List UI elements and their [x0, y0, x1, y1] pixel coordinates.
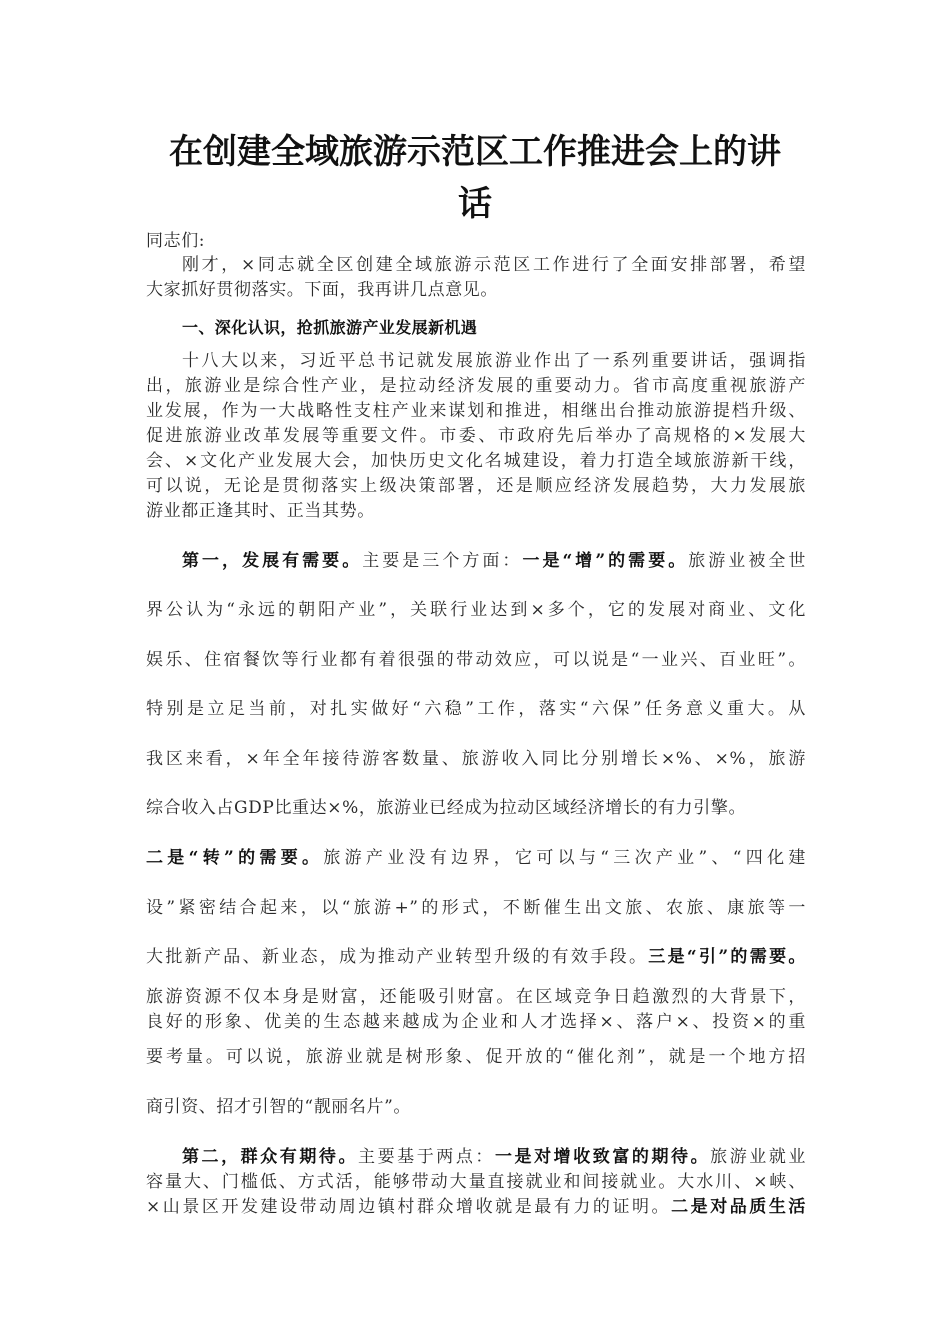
second-last-text: ×山景区开发建设带动周边镇村群众增收就是最有力的证明。 [146, 1197, 672, 1217]
first-point1-bold: 一是“增”的需要。 [522, 551, 689, 571]
second-line-1 [182, 1145, 806, 1169]
section1-heading: 一、深化认识，抢抓旅游产业发展新机遇 [182, 318, 478, 337]
second-lead-bold: 第二，群众有期待。 [182, 1147, 359, 1167]
section1-line-7: 游业都正逢其时、正当其势。 [146, 501, 375, 521]
first-point3-bold: 三是“引”的需要。 [648, 947, 806, 967]
section1-line-3: 业发展，作为一大战略性支柱产业来谋划和推进，相继出台推动旅游提档升级、 [146, 401, 806, 421]
first-line-1 [182, 549, 806, 573]
second-line-2: 容量大、门槛低、方式活，能够带动大量直接就业和间接就业。大水川、×峡、 [146, 1172, 806, 1192]
first-point2-text: 旅游产业没有边界，它可以与“三次产业”、“四化建 [323, 848, 806, 868]
first-lead-bold: 第一，发展有需要。 [182, 551, 363, 571]
document-title-line1: 在创建全域旅游示范区工作推进会上的讲 [169, 132, 781, 172]
second-point2-bold: 二是对品质生活 [671, 1197, 806, 1217]
first-point2-line-1 [146, 846, 806, 870]
second-point1-bold: 一是对增收致富的期待。 [494, 1147, 711, 1167]
second-lead-text: 主要基于两点： [358, 1147, 495, 1167]
intro-line-2: 大家抓好贯彻落实。下面，我再讲几点意见。 [146, 280, 498, 300]
first-point3-line-4: 商引资、招才引智的“靓丽名片”。 [146, 1097, 411, 1117]
first-lead-text: 主要是三个方面： [362, 551, 523, 571]
salutation: 同志们: [146, 231, 206, 251]
first-point3-line-2: 良好的形象、优美的生态越来越成为企业和人才选择×、落户×、投资×的重 [146, 1012, 806, 1032]
first-point2-line-3 [146, 945, 806, 969]
intro-line-1: 刚才，×同志就全区创建全域旅游示范区工作进行了全面安排部署，希望 [182, 255, 806, 275]
first-point1-text: 旅游业被全世 [688, 551, 806, 571]
section1-line-2: 出，旅游业是综合性产业，是拉动经济发展的重要动力。省市高度重视旅游产 [146, 376, 806, 396]
section1-line-1: 十八大以来，习近平总书记就发展旅游业作出了一系列重要讲话，强调指 [182, 351, 806, 371]
first-line-3: 娱乐、住宿餐饮等行业都有着很强的带动效应，可以说是“一业兴、百业旺”。 [146, 650, 806, 670]
document-title-line2: 话 [458, 184, 492, 224]
section1-line-6: 可以说，无论是贯彻落实上级决策部署，还是顺应经济发展趋势，大力发展旅 [146, 476, 806, 496]
section1-line-5: 会、×文化产业发展大会，加快历史文化名城建设，着力打造全域旅游新干线， [146, 451, 806, 471]
section1-line-4: 促进旅游业改革发展等重要文件。市委、市政府先后举办了高规格的×发展大 [146, 426, 806, 446]
second-point1-text: 旅游业就业 [710, 1147, 806, 1167]
first-line-4: 特别是立足当前，对扎实做好“六稳”工作，落实“六保”任务意义重大。从 [146, 699, 806, 719]
first-point2-bold: 二是“转”的需要。 [146, 848, 324, 868]
first-line-2: 界公认为“永远的朝阳产业”，关联行业达到×多个，它的发展对商业、文化 [146, 600, 806, 620]
first-point3-line-3: 要考量。可以说，旅游业就是树形象、促开放的“催化剂”，就是一个地方招 [146, 1047, 806, 1067]
first-point2-last: 大批新产品、新业态，成为推动产业转型升级的有效手段。 [146, 947, 649, 967]
first-point2-line-2: 设”紧密结合起来，以“旅游+”的形式，不断催生出文旅、农旅、康旅等一 [146, 898, 806, 918]
first-line-5: 我区来看，×年全年接待游客数量、旅游收入同比分别增长×%、×%，旅游 [146, 749, 806, 769]
first-point3-line-1: 旅游资源不仅本身是财富，还能吸引财富。在区域竞争日趋激烈的大背景下， [146, 987, 806, 1007]
second-line-3 [146, 1195, 806, 1219]
first-line-6: 综合收入占GDP比重达×%，旅游业已经成为拉动区域经济增长的有力引擎。 [146, 798, 747, 818]
